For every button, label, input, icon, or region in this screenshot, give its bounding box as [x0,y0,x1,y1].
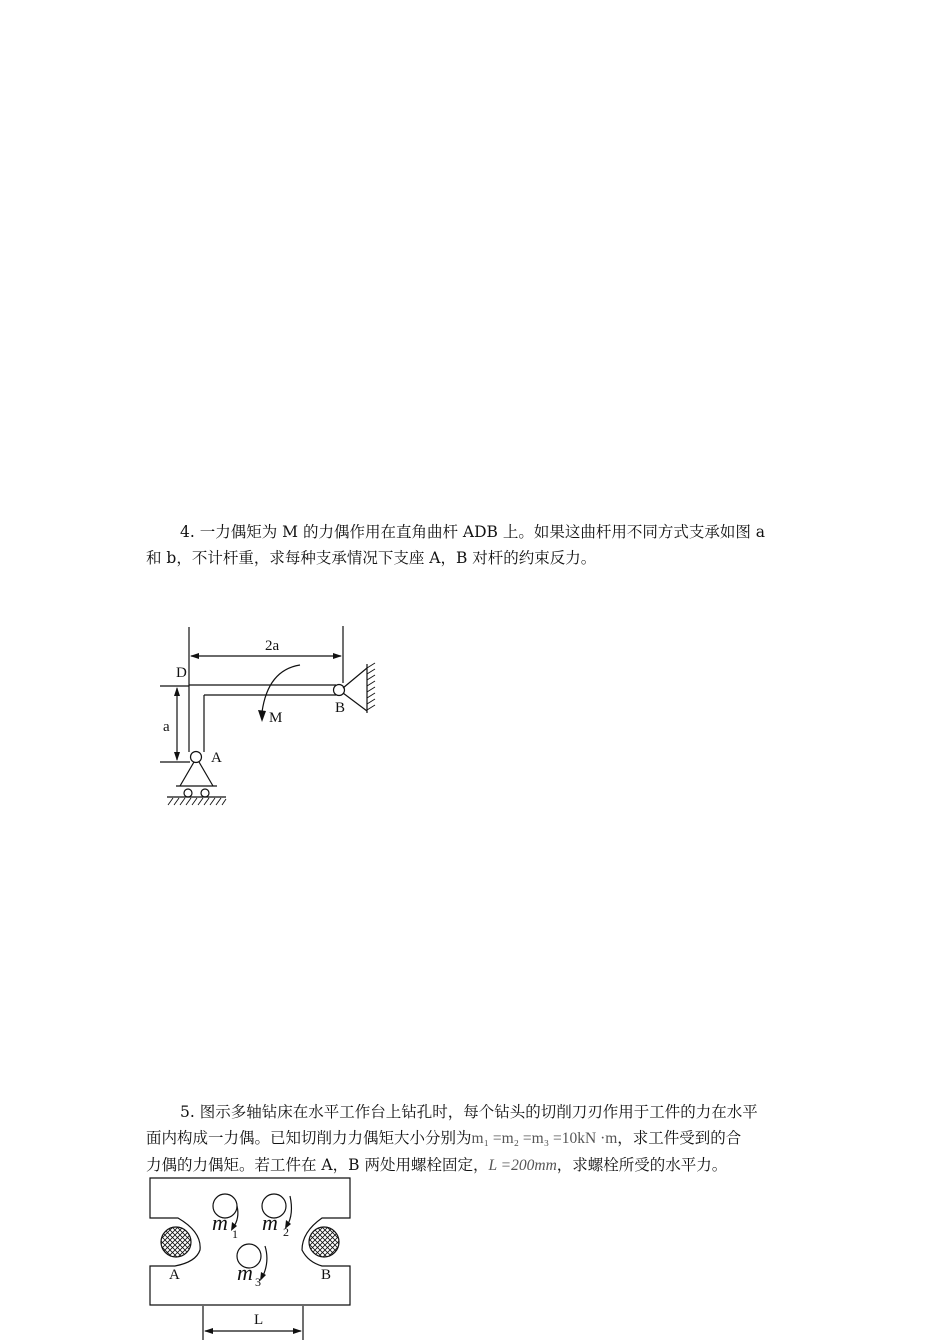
m2-symbol: m [262,1210,278,1235]
m3-symbol: m [237,1260,253,1285]
support-a-left [180,762,194,786]
hinge-a [191,752,202,763]
label-b: B [321,1267,332,1283]
support-b-upper [343,668,367,688]
arrowhead-l-left [204,1328,213,1334]
problem-5-text [146,1099,810,1179]
problem-5-line-3-end: ，求螺栓所受的水平力。 [556,1156,728,1174]
bolt-a [161,1227,191,1257]
label-l: L [254,1312,264,1328]
problem-5-line-3-text: 力偶的力偶矩。若工件在 A，B 两处用螺栓固定， [146,1156,489,1174]
moment-arrowhead [258,710,266,722]
problem-5-line-2 [146,1125,810,1152]
moment-values: m₁ =m₂ =m₃ =10kN ·m [471,1130,618,1147]
hinge-b [334,685,345,696]
arrowhead-a-top [174,687,180,696]
label-a: A [211,750,222,766]
arrowhead-2a-left [190,653,199,659]
problem-5-figure [145,1172,360,1342]
arrowhead-2a-right [333,653,342,659]
support-b-lower [343,693,367,711]
problem-4-line-2: 和 b，不计杆重，求每种支承情况下支座 A，B 对杆的约束反力。 [146,549,597,567]
problem-4-figure [150,620,390,815]
m3-subscript: 3 [255,1275,261,1289]
label-a-dim: a [163,719,170,735]
problem-4-text [146,519,810,571]
problem-5-line-2-text: 面内构成一力偶。已知切削力力偶矩大小分别为 [146,1129,472,1147]
arrowhead-a-bottom [174,752,180,761]
label-b: B [335,700,346,716]
problem-5-line-1 [146,1099,810,1125]
wall-hatching [367,663,375,710]
label-2a: 2a [265,638,280,654]
problem-4-text-line-1: 一力偶矩为 M 的力偶作用在直角曲杆 ADB 上。如果这曲杆用不同方式支承如图 a [199,523,765,541]
roller-right [201,789,209,797]
problem-4-line-1 [146,519,810,545]
length-value: L =200mm [488,1157,557,1174]
label-d: D [176,665,187,681]
moment-arrow [262,665,300,712]
arrowhead-l-right [293,1328,302,1334]
bolt-b [309,1227,339,1257]
problem-5-line-2-end: ，求工件受到的合 [617,1129,742,1147]
problem-4-number: 4. [180,523,195,541]
ground-hatching [168,798,226,805]
m1-symbol: m [212,1210,228,1235]
problem-5-text-line-1: 图示多轴钻床在水平工作台上钻孔时，每个钻头的切削刀刃作用于工件的力在水平 [199,1103,758,1121]
label-a: A [169,1267,180,1283]
problem-5-number: 5. [180,1103,195,1121]
roller-left [184,789,192,797]
label-m: M [269,710,283,726]
m2-subscript: 2 [283,1225,289,1239]
m1-subscript: 1 [232,1227,238,1241]
